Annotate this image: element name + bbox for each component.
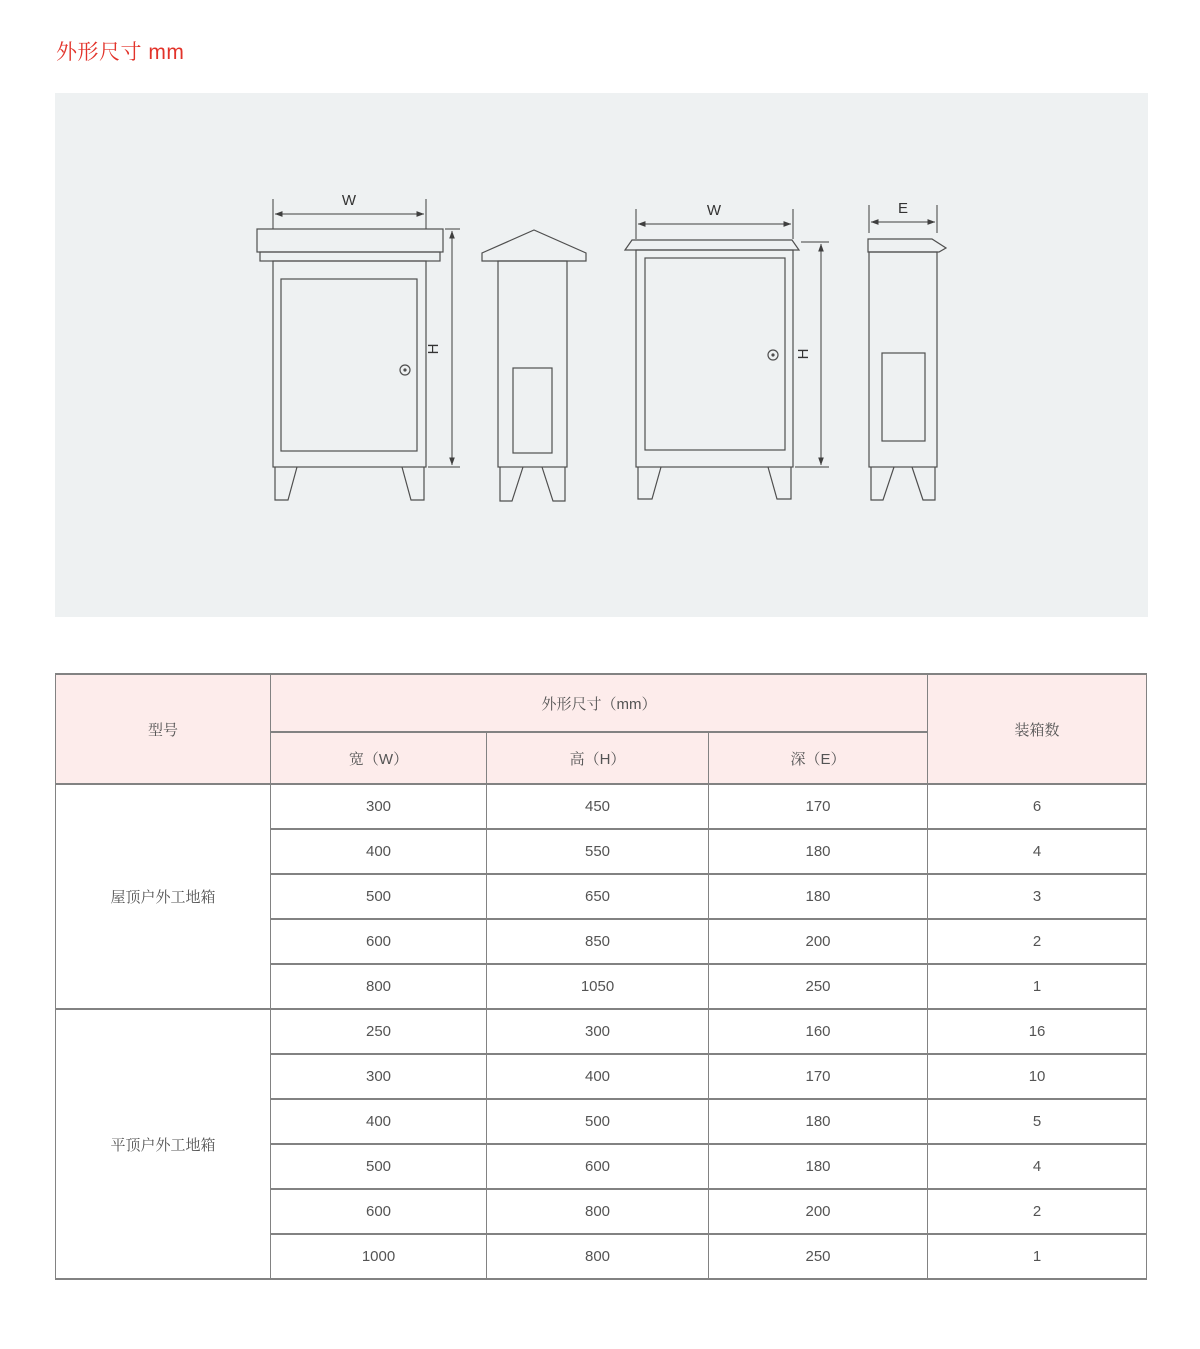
cell-w: 600 [271, 1189, 487, 1234]
cell-h: 600 [487, 1144, 709, 1189]
cell-qty: 4 [928, 1144, 1147, 1189]
louver-vent [513, 368, 552, 453]
cell-h: 650 [487, 874, 709, 919]
dim-label-e: E [897, 200, 909, 217]
spec-row [56, 1009, 1147, 1054]
cell-e: 180 [709, 874, 928, 919]
model-name-flat: 平顶户外工地箱 [56, 1009, 271, 1279]
cell-e: 170 [709, 784, 928, 829]
cell-w: 1000 [271, 1234, 487, 1279]
cell-h: 300 [487, 1009, 709, 1054]
col-header-height: 高（H） [487, 732, 709, 784]
cell-e: 180 [709, 1144, 928, 1189]
dim-label-h1: H [425, 343, 442, 355]
flat-cap [868, 239, 946, 252]
roof-slab [257, 229, 443, 252]
spec-row [56, 784, 1147, 829]
leg [402, 467, 424, 500]
cell-e: 180 [709, 1099, 928, 1144]
cell-qty: 10 [928, 1054, 1147, 1099]
cell-e: 250 [709, 1234, 928, 1279]
lock-keyhole-icon [403, 368, 406, 371]
cell-h: 550 [487, 829, 709, 874]
cell-qty: 1 [928, 1234, 1147, 1279]
pitched-roof [482, 230, 586, 261]
cell-h: 400 [487, 1054, 709, 1099]
cell-h: 1050 [487, 964, 709, 1009]
cell-w: 500 [271, 1144, 487, 1189]
col-header-dimensions: 外形尺寸（mm） [271, 674, 928, 732]
leg [542, 467, 565, 501]
cabinet-door [281, 279, 417, 451]
cell-h: 500 [487, 1099, 709, 1144]
cell-qty: 5 [928, 1099, 1147, 1144]
col-header-model: 型号 [56, 674, 271, 784]
cell-e: 180 [709, 829, 928, 874]
drawing-panel [55, 93, 1148, 617]
col-header-width: 宽（W） [271, 732, 487, 784]
leg [275, 467, 297, 500]
cell-e: 170 [709, 1054, 928, 1099]
leg [768, 467, 791, 499]
roof-lip [260, 252, 440, 261]
col-header-depth: 深（E） [709, 732, 928, 784]
cell-e: 160 [709, 1009, 928, 1054]
cell-h: 800 [487, 1189, 709, 1234]
leg [871, 467, 894, 500]
dim-label-w2: W [706, 202, 722, 219]
cabinet-body [273, 261, 426, 467]
cell-w: 400 [271, 1099, 487, 1144]
col-header-packing: 装箱数 [928, 674, 1147, 784]
cell-w: 400 [271, 829, 487, 874]
cell-qty: 2 [928, 1189, 1147, 1234]
cell-qty: 4 [928, 829, 1147, 874]
cell-qty: 16 [928, 1009, 1147, 1054]
cell-w: 250 [271, 1009, 487, 1054]
leg [638, 467, 661, 499]
cell-e: 200 [709, 1189, 928, 1234]
dimensions-table [55, 673, 1147, 1280]
cell-h: 450 [487, 784, 709, 829]
cabinet-body [869, 252, 937, 467]
dim-label-w1: W [341, 192, 357, 209]
cell-qty: 6 [928, 784, 1147, 829]
cell-h: 850 [487, 919, 709, 964]
lock-keyhole-icon [771, 353, 774, 356]
page-title: 外形尺寸 mm [56, 41, 185, 64]
cell-e: 200 [709, 919, 928, 964]
cell-h: 800 [487, 1234, 709, 1279]
figure-roofed-side [482, 230, 586, 501]
dim-label-h2: H [795, 348, 812, 360]
cell-w: 300 [271, 1054, 487, 1099]
figure-flat-front [625, 202, 829, 499]
leg [912, 467, 935, 500]
cell-e: 250 [709, 964, 928, 1009]
model-name-roofed: 屋顶户外工地箱 [56, 784, 271, 1009]
cell-w: 500 [271, 874, 487, 919]
leg [500, 467, 523, 501]
cell-qty: 2 [928, 919, 1147, 964]
cell-w: 600 [271, 919, 487, 964]
figure-flat-side [868, 200, 946, 500]
dimension-drawings [55, 93, 1148, 617]
cabinet-body [498, 261, 567, 467]
header-row-1 [56, 674, 1147, 732]
flat-cap [625, 240, 799, 250]
louver-vent [882, 353, 925, 441]
cabinet-door [645, 258, 785, 450]
figure-roofed-front [257, 192, 460, 500]
cell-qty: 1 [928, 964, 1147, 1009]
cell-qty: 3 [928, 874, 1147, 919]
cell-w: 300 [271, 784, 487, 829]
cell-w: 800 [271, 964, 487, 1009]
